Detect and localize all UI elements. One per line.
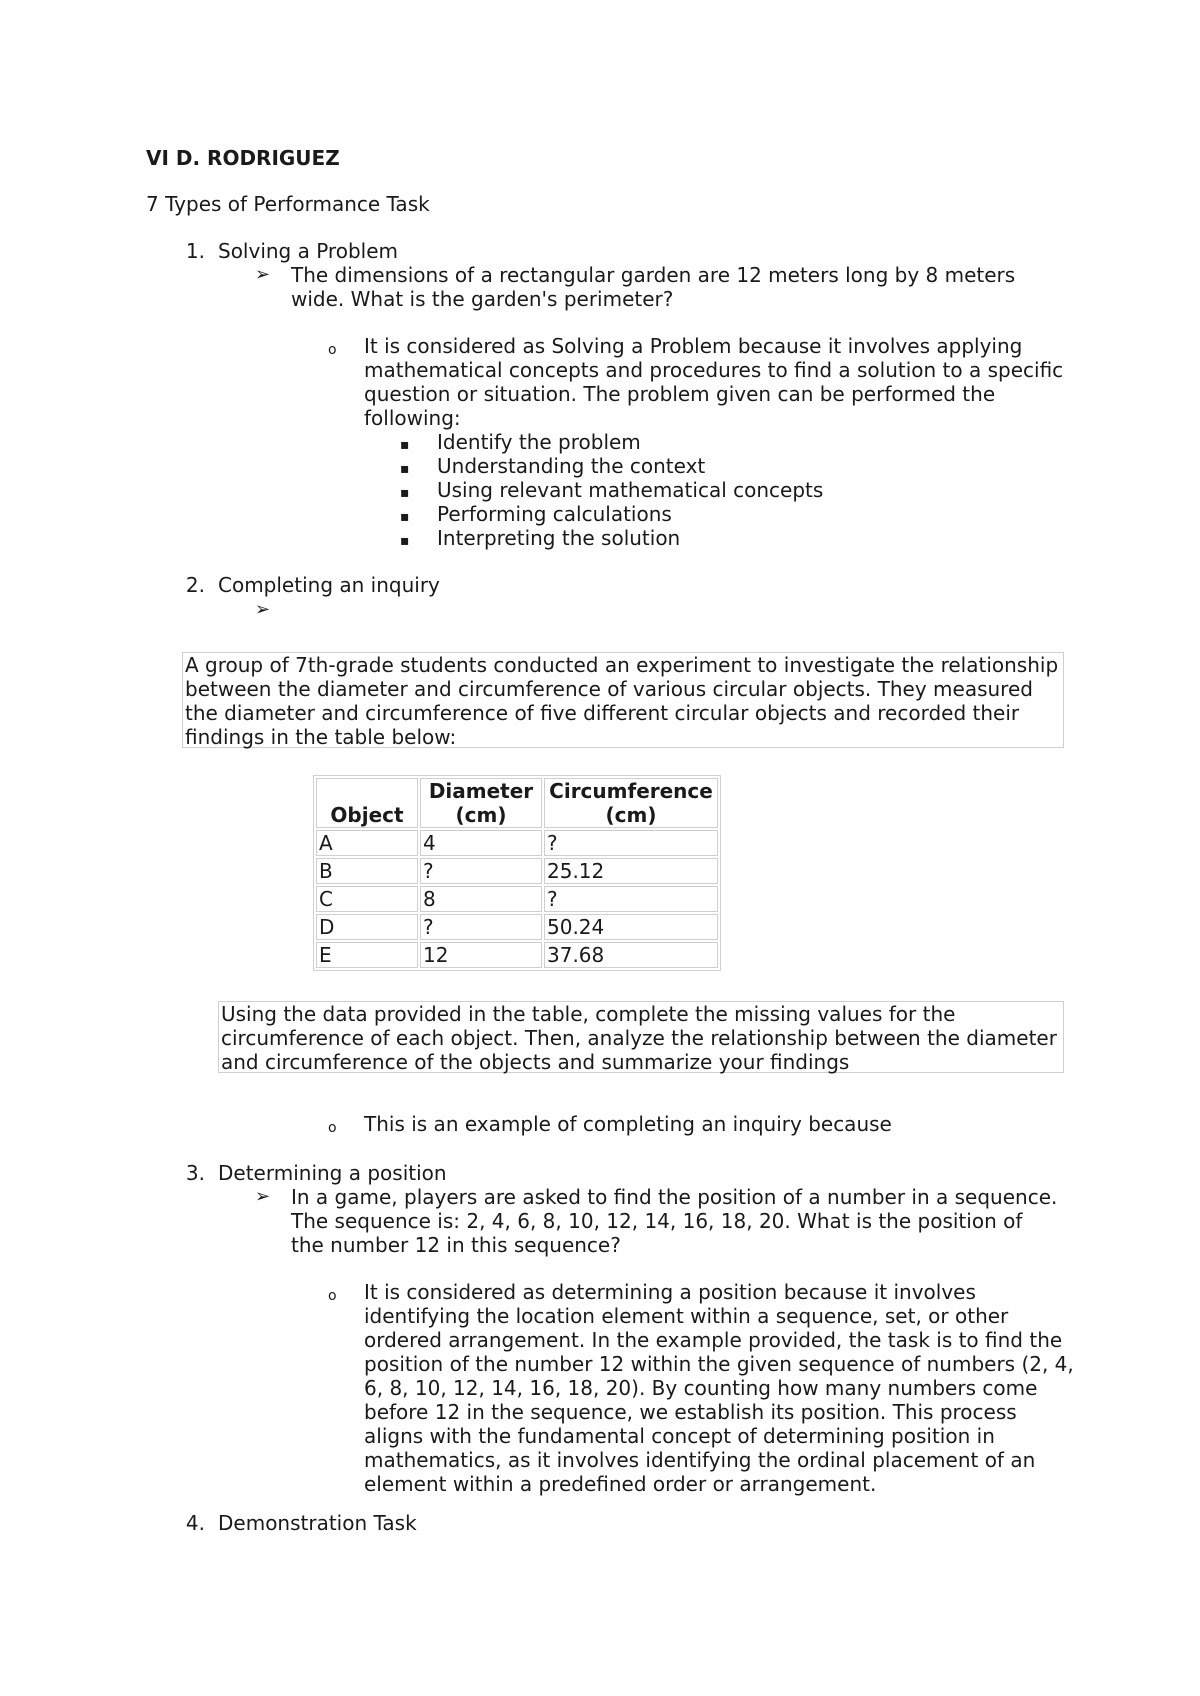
table-cell: 37.68: [544, 942, 718, 968]
square-bullet-icon: ▪: [400, 437, 410, 453]
section-3-heading: Determining a position: [218, 1161, 447, 1185]
section-2-heading: Completing an inquiry: [218, 573, 440, 597]
table-row: [316, 858, 718, 884]
measurement-table: [313, 775, 721, 971]
table-cell: ?: [420, 914, 542, 940]
section-1-explanation: It is considered as Solving a Problem because it involves applying mathematical concepts and procedures to find a solution to a specific question or situation. The problem given can be performed the following:: [364, 334, 1064, 430]
table-cell: 8: [420, 886, 542, 912]
square-bullet-icon: ▪: [400, 509, 410, 525]
circle-bullet-icon: o: [328, 1288, 337, 1304]
table-cell: ?: [544, 830, 718, 856]
inquiry-task-box: Using the data provided in the table, complete the missing values for the circumference of each object. Then, analyze the relationship between the diameter and circumference of the objects and summarize your findings: [218, 1001, 1064, 1073]
table-header-row: [316, 778, 718, 828]
table-cell: ?: [420, 858, 542, 884]
table-row: [316, 830, 718, 856]
circle-bullet-icon: o: [328, 342, 337, 358]
table-cell: 25.12: [544, 858, 718, 884]
column-header: Diameter (cm): [420, 778, 542, 828]
table-cell: ?: [544, 886, 718, 912]
table-cell: D: [316, 914, 418, 940]
column-header: Object: [316, 778, 418, 828]
author-name: VI D. RODRIGUEZ: [146, 146, 340, 170]
section-2-number: 2.: [185, 573, 205, 597]
square-bullet-icon: ▪: [400, 461, 410, 477]
arrow-bullet-icon: ➢: [255, 1186, 271, 1207]
section-3-explanation: It is considered as determining a position because it involves identifying the location element within a sequence, set, or other ordered arrangement. In the example provided, the task is to find the position of the number 12 within the given sequence of numbers (2, 4, 6, 8, 10, 12, 14, 16, 18, 20). By counting how many numbers come before 12 in the sequence, we establish its position. This process aligns with the fundamental concept of determining position in mathematics, as it involves identifying the ordinal placement of an element within a predefined order or arrangement.: [364, 1280, 1074, 1496]
section-4-heading: Demonstration Task: [218, 1511, 417, 1535]
table-row: [316, 886, 718, 912]
inquiry-intro-box: A group of 7th-grade students conducted an experiment to investigate the relationship between the diameter and circumference of various circular objects. They measured the diameter and circumference of five different circular objects and recorded their findings in the table below:: [182, 652, 1064, 748]
section-1-step: Performing calculations: [437, 502, 672, 526]
table-row: [316, 914, 718, 940]
section-1-step: Understanding the context: [437, 454, 706, 478]
section-1-problem: The dimensions of a rectangular garden are 12 meters long by 8 meters wide. What is the garden's perimeter?: [291, 263, 1016, 311]
table-cell: C: [316, 886, 418, 912]
table-cell: 4: [420, 830, 542, 856]
section-1-step: Using relevant mathematical concepts: [437, 478, 824, 502]
section-2-explanation: This is an example of completing an inquiry because: [364, 1112, 892, 1136]
section-3-problem: In a game, players are asked to find the position of a number in a sequence. The sequence is: 2, 4, 6, 8, 10, 12, 14, 16, 18, 20. What is the position of the number 12 in this sequence?: [291, 1185, 1058, 1257]
section-4-number: 4.: [185, 1511, 205, 1535]
column-header: Circumference (cm): [544, 778, 718, 828]
circle-bullet-icon: o: [328, 1120, 337, 1136]
table-cell: E: [316, 942, 418, 968]
table-row: [316, 942, 718, 968]
section-3-number: 3.: [185, 1161, 205, 1185]
document-title: 7 Types of Performance Task: [146, 192, 430, 216]
arrow-bullet-icon: ➢: [255, 264, 271, 285]
section-1-step: Identify the problem: [437, 430, 641, 454]
table-cell: 50.24: [544, 914, 718, 940]
table-cell: B: [316, 858, 418, 884]
arrow-bullet-icon: ➢: [255, 599, 271, 620]
table-cell: A: [316, 830, 418, 856]
table-cell: 12: [420, 942, 542, 968]
section-1-heading: Solving a Problem: [218, 239, 398, 263]
square-bullet-icon: ▪: [400, 485, 410, 501]
square-bullet-icon: ▪: [400, 533, 410, 549]
section-1-number: 1.: [185, 239, 205, 263]
section-1-step: Interpreting the solution: [437, 526, 681, 550]
